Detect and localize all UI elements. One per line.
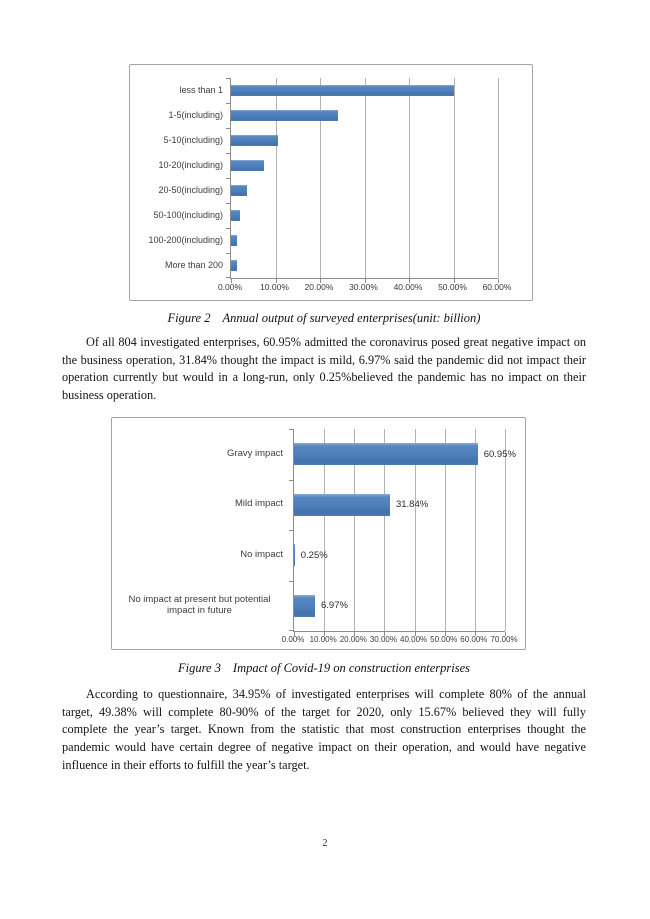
bar — [294, 544, 295, 566]
x-axis-tick-label: 50.00% — [430, 635, 458, 644]
category-label — [116, 480, 283, 531]
figure2-caption-label: Figure 2 — [167, 311, 211, 325]
category-label-text: More than 200 — [164, 260, 223, 271]
category-label — [134, 153, 223, 178]
category-label — [134, 128, 223, 153]
category-label-text: 5-10(including) — [163, 135, 223, 146]
bar — [231, 135, 278, 146]
bar-data-label: 6.97% — [321, 600, 348, 612]
figure2-category-labels — [134, 78, 223, 278]
category-label — [134, 253, 223, 278]
figure2-caption — [62, 311, 586, 326]
category-label — [134, 103, 223, 128]
category-axis-tick-mark — [289, 480, 293, 481]
category-label-text: No impact at present but potential impact in future — [128, 593, 271, 616]
category-axis-tick-mark — [226, 128, 230, 129]
category-axis-tick-mark — [226, 203, 230, 204]
category-axis-tick-mark — [226, 178, 230, 179]
gridline — [454, 78, 455, 278]
bar — [294, 494, 390, 516]
category-label — [116, 530, 283, 581]
page-number: 2 — [322, 838, 328, 849]
figure3-caption-text: Impact of Covid-19 on construction enterprises — [232, 661, 471, 675]
category-axis-tick-mark — [226, 253, 230, 254]
bar-data-label: 0.25% — [300, 549, 328, 561]
x-axis-tick-label: 20.00% — [304, 282, 334, 292]
category-label — [134, 178, 223, 203]
category-label-text: No impact — [240, 548, 283, 560]
category-label-text: 100-200(including) — [148, 235, 223, 246]
figure3-chart — [111, 417, 526, 650]
x-axis-tick-label: 50.00% — [438, 282, 467, 292]
category-label-text: 10-20(including) — [158, 160, 223, 171]
category-axis-tick-mark — [226, 78, 230, 79]
bar-data-label: 60.95% — [483, 448, 516, 460]
category-axis-tick-mark — [226, 228, 230, 229]
category-axis-tick-mark — [226, 277, 230, 278]
x-axis-tick-label: 20.00% — [339, 635, 367, 644]
x-axis-tick-label: 10.00% — [260, 282, 289, 292]
bar — [294, 595, 315, 617]
x-axis-tick-label: 40.00% — [399, 635, 428, 644]
x-axis-tick-label: 40.00% — [393, 282, 423, 292]
gridline — [409, 78, 410, 278]
category-label-text: less than 1 — [179, 85, 223, 96]
gridline — [320, 78, 321, 278]
category-label — [134, 78, 223, 103]
bar — [231, 185, 247, 196]
category-label — [116, 581, 283, 632]
x-axis-tick-label: 60.00% — [482, 282, 512, 292]
x-axis-tick-label: 0.00% — [217, 282, 243, 292]
category-label-text: 20-50(including) — [158, 185, 223, 196]
figure2-x-axis-labels — [217, 281, 512, 295]
figure3-x-axis-labels — [281, 634, 518, 648]
figure3-caption — [62, 661, 586, 676]
category-label-text: Mild impact — [234, 498, 283, 510]
gridline — [498, 78, 499, 278]
x-axis-tick-label: 30.00% — [349, 282, 378, 292]
bar — [231, 85, 454, 96]
x-axis-tick-label: 60.00% — [460, 635, 488, 644]
category-axis-tick-mark — [289, 581, 293, 582]
figure2-caption-text: Annual output of surveyed enterprises(unit: billion) — [222, 311, 481, 325]
category-axis-tick-mark — [289, 630, 293, 631]
category-label-text: 50-100(including) — [153, 210, 223, 221]
gridline — [365, 78, 366, 278]
category-axis-tick-mark — [226, 103, 230, 104]
x-axis-tick-label: 30.00% — [369, 635, 397, 644]
figure2-plot-area — [230, 78, 498, 279]
category-label — [134, 203, 223, 228]
bar — [231, 260, 237, 271]
bar — [294, 443, 478, 465]
category-axis-tick-mark — [289, 429, 293, 430]
paragraph-impact-statistics: Of all 804 investigated enterprises, 60.95% admitted the coronavirus posed great negative impact on the business operation, 31.84% thought the impact is mild, 6.97% said the pandemic did not impact their operation currently but would in a long-run, only 0.25%believed the pandemic has no impact on their business operation. — [62, 335, 586, 403]
figure3-caption-label: Figure 3 — [177, 661, 221, 675]
gridline — [276, 78, 277, 278]
category-label — [116, 429, 283, 480]
figure3-category-labels — [116, 429, 283, 631]
bar-data-label: 31.84% — [395, 499, 429, 511]
bar — [231, 110, 338, 121]
category-label-text: Gravy impact — [227, 447, 283, 459]
figure3-plot-area — [293, 429, 516, 632]
category-axis-tick-mark — [289, 530, 293, 531]
category-axis-tick-mark — [226, 153, 230, 154]
category-label — [134, 228, 223, 253]
bar — [231, 160, 264, 171]
paragraph-target-completion: According to questionnaire, 34.95% of investigated enterprises will complete 80% of the annual target, 49.38% will complete 80-90% of the target for 2020, only 15.67% believed they will fully complete the year’s target. Known from the statistic that most construction enterprises thought the pandemic would have certain degree of negative impact on their operation, and would have negative influence in their efforts to fulfill the year’s target. — [62, 687, 586, 772]
bar — [231, 210, 240, 221]
x-axis-tick-label: 70.00% — [490, 635, 518, 644]
x-axis-tick-label: 0.00% — [281, 635, 305, 644]
bar — [231, 235, 237, 246]
category-label-text: 1-5(including) — [168, 110, 223, 121]
figure2-chart — [129, 64, 533, 301]
x-axis-tick-label: 10.00% — [309, 635, 337, 644]
